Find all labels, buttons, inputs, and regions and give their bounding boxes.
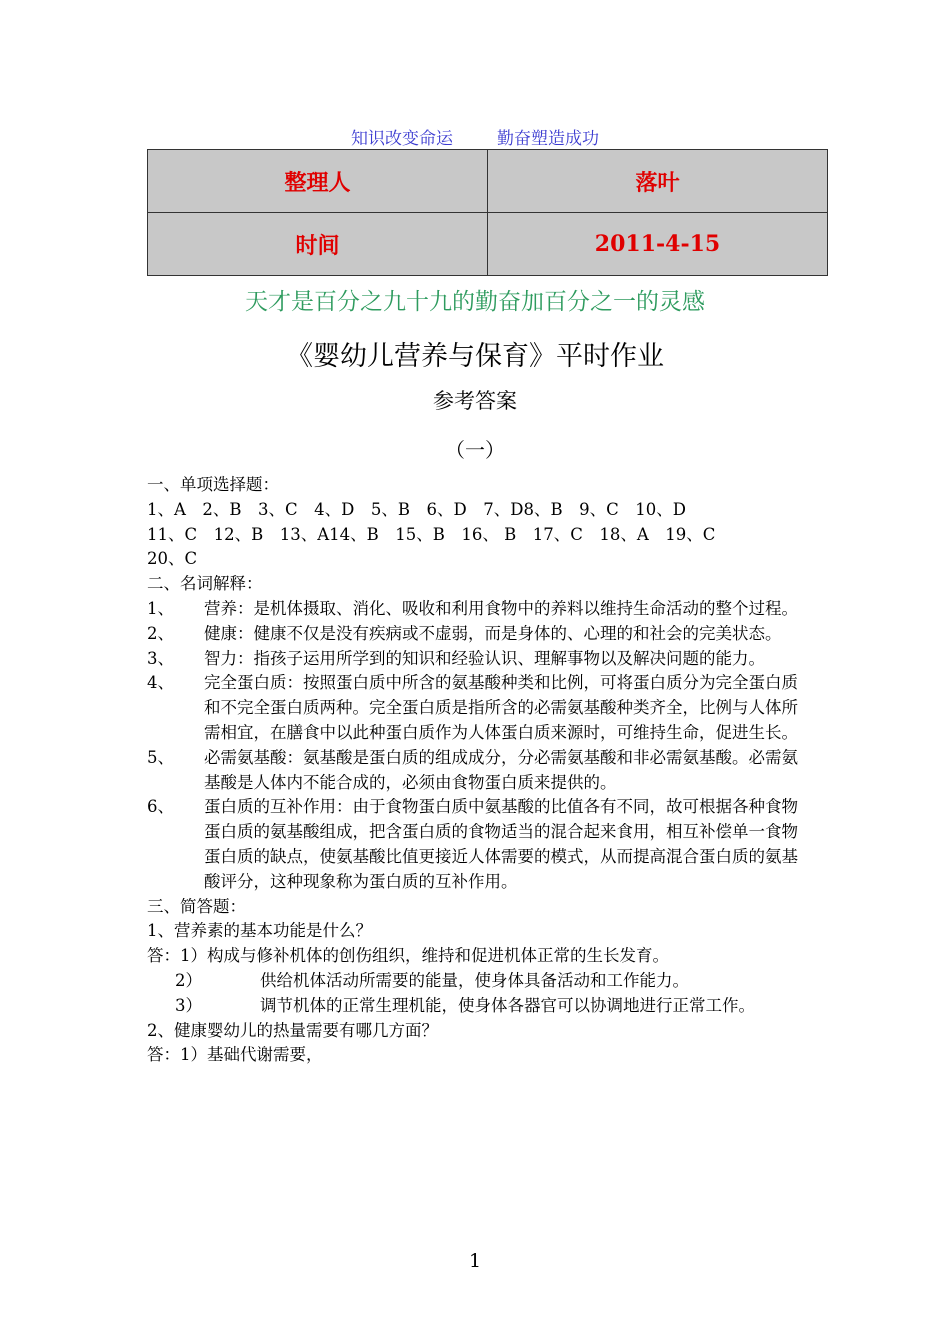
definition-item — [147, 795, 802, 894]
section-heading: 三、简答题： — [147, 896, 246, 916]
answer-line: 1、A 2、B 3、C 4、D 5、B 6、D 7、D8、B 9、C 10、D — [147, 499, 686, 519]
item-text: 智力：指孩子运用所学到的知识和经验认识、理解事物以及解决问题的能力。 — [204, 648, 765, 668]
answer-line: 11、C 12、B 13、A14、B 15、B 16、 B 17、C 18、A 19、C — [147, 524, 716, 544]
answer-line: 答：1）构成与修补机体的创伤组织，维持和促进机体正常的生长发育。 — [147, 946, 669, 966]
subitem-text: 供给机体活动所需要的能量，使身体具备活动和工作能力。 — [260, 970, 689, 990]
question: 2、健康婴幼儿的热量需要有哪几方面？ — [147, 1020, 438, 1040]
definition-item — [147, 597, 802, 622]
definition-item — [147, 647, 802, 672]
item-number: 3、 — [147, 648, 174, 668]
part-number: （一） — [445, 438, 505, 462]
item-number: 1、 — [147, 598, 174, 618]
item-text: 健康：健康不仅是没有疾病或不虚弱，而是身体的、心理的和社会的完美状态。 — [204, 623, 782, 643]
section-heading: 二、名词解释： — [147, 574, 263, 594]
subitem-number: 2） — [175, 970, 202, 990]
item-text: 完全蛋白质：按照蛋白质中所含的氨基酸种类和比例，可将蛋白质分为完全蛋白质和不完全蛋白质两种。完全蛋白质是指所含的必需氨基酸种类齐全，比例与人体所需相宜，在膳食中以此种蛋白质作为人体蛋白质来源时，可维持生命，促进生长。 — [204, 673, 798, 742]
item-number: 5、 — [147, 747, 174, 767]
section-heading: 一、单项选择题： — [147, 475, 279, 494]
organizer-label: 整理人 — [148, 150, 488, 213]
item-text: 营养：是机体摄取、消化、吸收和利用食物中的养料以维持生命活动的整个过程。 — [204, 598, 798, 618]
item-number: 2、 — [147, 623, 174, 643]
definition-item — [147, 622, 802, 647]
subitem-number: 3） — [175, 995, 202, 1015]
definition-item — [147, 671, 802, 745]
subitem-text: 调节机体的正常生理机能，使身体各器官可以协调地进行正常工作。 — [260, 995, 755, 1015]
question: 1、营养素的基本功能是什么？ — [147, 921, 372, 941]
answer-line: 20、C — [147, 549, 198, 569]
definition-item — [147, 746, 802, 796]
document-title: 《婴幼儿营养与保育》平时作业 — [286, 341, 664, 372]
date-label: 时间 — [148, 213, 488, 276]
document-body — [147, 473, 802, 1068]
item-number: 6、 — [147, 797, 174, 817]
page-number: 1 — [468, 1250, 482, 1272]
answer-subitem — [147, 994, 802, 1019]
table-row — [148, 150, 828, 213]
table-row — [148, 213, 828, 276]
item-text: 蛋白质的互补作用：由于食物蛋白质中氨基酸的比值各有不同，故可根据各种食物蛋白质的氨基酸组成，把含蛋白质的食物适当的混合起来食用，相互补偿单一食物蛋白质的缺点，使氨基酸比值更接近人体需要的模式，从而提高混合蛋白质的氨基酸评分，这种现象称为蛋白质的互补作用。 — [204, 797, 798, 891]
header-motto — [0, 124, 950, 149]
answer-subitem — [147, 969, 802, 994]
date-value: 2011-4-15 — [488, 213, 828, 276]
organizer-value: 落叶 — [488, 150, 828, 213]
info-table — [147, 149, 828, 276]
subtitle: 参考答案 — [433, 389, 517, 413]
motto-right: 勤奋塑造成功 — [497, 129, 599, 149]
item-number: 4、 — [147, 673, 174, 693]
quote: 天才是百分之九十九的勤奋加百分之一的灵感 — [245, 289, 705, 315]
answer-line: 答：1）基础代谢需要， — [147, 1045, 323, 1065]
item-text: 必需氨基酸：氨基酸是蛋白质的组成成分，分必需氨基酸和非必需氨基酸。必需氨基酸是人体内不能合成的，必须由食物蛋白质来提供的。 — [204, 747, 798, 792]
motto-left: 知识改变命运 — [351, 129, 453, 149]
